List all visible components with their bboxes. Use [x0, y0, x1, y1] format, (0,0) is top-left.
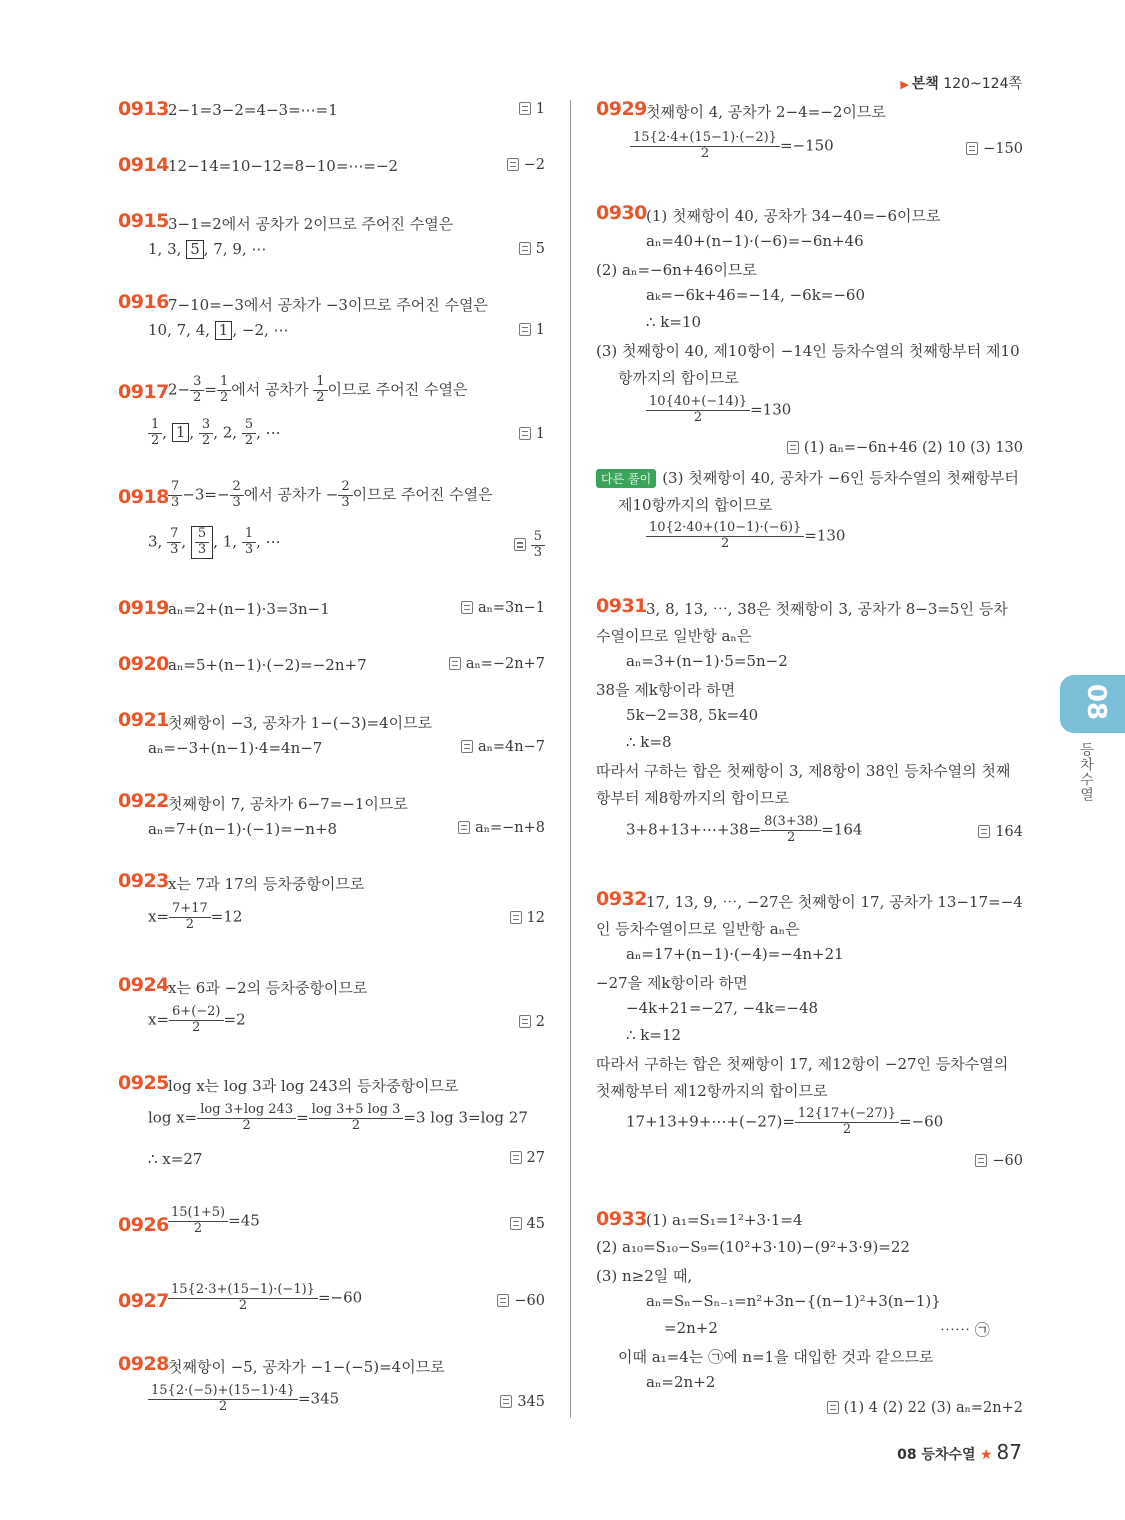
denominator: 2	[193, 389, 202, 405]
solution-line: 2−1=3−2=4−3=⋯=1	[168, 101, 338, 119]
problem-number: 0925	[118, 1072, 169, 1094]
page-footer	[897, 1440, 1022, 1464]
numerator: 15{2·3+(15−1)·(−1)}	[168, 1283, 318, 1299]
text-part: =164	[821, 820, 863, 839]
denominator: 2	[351, 1117, 361, 1133]
answer-box-icon	[978, 825, 990, 838]
answer-box-icon	[966, 142, 978, 155]
answer-value: (1) 4 (2) 22 (3) aₙ=2n+2	[843, 1400, 1023, 1416]
denominator: 2	[693, 409, 703, 425]
answer-box-icon	[497, 1294, 509, 1307]
numerator: 7+17	[169, 902, 211, 918]
numerator: 5	[195, 527, 209, 543]
numerator: 10{40+(−14)}	[646, 395, 750, 411]
denominator: 3	[170, 541, 179, 557]
problem-number: 0916	[118, 291, 169, 313]
answer-box-icon	[519, 102, 531, 115]
solution-line: 3, 8, 13, ⋯, 38은 첫째항이 3, 공차가 8−3=5인 등차	[646, 600, 1008, 618]
solution-line: 첫째항이 −5, 공차가 −1−(−5)=4이므로	[168, 1358, 445, 1376]
denominator: 2	[316, 389, 325, 405]
solution-line: (3) 첫째항이 40, 공차가 −6인 등차수열의 첫째항부터	[662, 469, 1019, 487]
solution-line: 항까지의 합이므로	[618, 369, 739, 387]
fraction	[169, 1005, 223, 1036]
problem-number: 0922	[118, 790, 169, 812]
numerator: 1	[242, 527, 256, 543]
solution-line: ∴ x=27	[148, 1150, 203, 1168]
denominator: 3	[341, 494, 350, 510]
answer-box-icon	[500, 1395, 512, 1408]
numerator: 12{17+(−27)}	[795, 1107, 899, 1123]
answer-value: 5	[535, 241, 545, 257]
text-part: 이므로 주어진 수열은	[327, 380, 468, 399]
text-part: =	[204, 380, 217, 399]
answer	[787, 440, 1023, 456]
sequence-line: $\frac{1}{2}$ , 1 , $\frac{3}{2}$ , 2, $\frac{5}{2}$ , ⋯	[148, 418, 281, 449]
denominator: 2	[185, 916, 195, 932]
text-part: 2−	[168, 380, 191, 399]
text-part: −3=−	[182, 485, 230, 504]
solution-line: 따라서 구하는 합은 첫째항이 3, 제8항이 38인 등차수열의 첫째	[596, 762, 1011, 780]
numerator: 2	[338, 480, 352, 496]
answer	[966, 141, 1023, 157]
answer-box-icon	[827, 1401, 839, 1414]
alternate-solution	[596, 467, 1019, 488]
text-part: =130	[750, 400, 792, 419]
text-part: 3+8+13+⋯+38=	[626, 820, 762, 839]
solution-line: aₙ=3+(n−1)·5=5n−2	[626, 652, 788, 670]
denominator: 2	[151, 432, 160, 448]
solution-line: 수열이므로 일반항 aₙ은	[596, 627, 752, 645]
text-part: 에서 공차가 −	[243, 485, 339, 504]
answer-value: 1	[535, 426, 545, 442]
denominator: 2	[238, 1297, 248, 1313]
answer	[497, 1293, 545, 1309]
answer-value: 27	[526, 1150, 545, 1166]
seq-part: , ⋯	[256, 423, 281, 442]
solution-line: 7−10=−3에서 공차가 −3이므로 주어진 수열은	[168, 296, 488, 314]
boxed-term: 1	[172, 423, 190, 442]
sequence-line	[148, 240, 266, 259]
chapter-tab	[1060, 675, 1125, 733]
text-part: =12	[210, 907, 243, 926]
seq-part: 10, 7, 4,	[148, 321, 211, 339]
answer-value: 45	[526, 1216, 545, 1232]
answer-box-icon	[519, 323, 531, 336]
answer-box-icon	[461, 601, 473, 614]
fraction	[309, 1103, 404, 1134]
solution-line: 첫째항부터 제12항까지의 합이므로	[596, 1082, 828, 1100]
fraction	[197, 1103, 296, 1134]
chapter-tab-label: 등차수열	[1078, 742, 1094, 802]
solution-line: (3) n≥2일 때,	[596, 1267, 693, 1285]
numerator: 6+(−2)	[169, 1005, 223, 1021]
seq-part: , 1,	[213, 532, 238, 551]
fraction	[168, 1206, 228, 1237]
solution-line: aₙ=−3+(n−1)·4=4n−7	[148, 739, 323, 757]
denominator: 3	[232, 494, 241, 510]
numerator: 7	[168, 480, 182, 496]
problem-number: 0928	[118, 1353, 169, 1375]
problem-number: 0930	[596, 202, 647, 224]
seq-part: , ⋯	[256, 532, 281, 551]
numerator: 5	[242, 418, 256, 434]
answer-value: aₙ=−n+8	[475, 820, 545, 836]
answer-box-icon	[510, 911, 522, 924]
answer-value: 164	[995, 824, 1023, 840]
boxed-term: 1	[215, 321, 233, 340]
text-part: =130	[804, 526, 846, 545]
text-part: =2	[223, 1010, 246, 1029]
equation-line	[168, 1206, 260, 1237]
page-header	[900, 73, 1022, 93]
boxed-term	[191, 526, 213, 559]
answer-value: aₙ=3n−1	[477, 600, 545, 616]
numerator: 1	[148, 418, 162, 434]
solution-line: (2) aₙ=−6n+46이므로	[596, 261, 757, 279]
numerator: 7	[167, 527, 181, 543]
answer-value: (1) aₙ=−6n+46 (2) 10 (3) 130	[803, 440, 1023, 456]
fraction	[167, 527, 181, 558]
boxed-term: 5	[186, 240, 204, 259]
equation-line	[168, 1283, 362, 1314]
text-part: log x=	[148, 1108, 198, 1127]
numerator: log 3+5 log 3	[309, 1103, 404, 1119]
sequence-line	[148, 321, 289, 340]
answer	[978, 824, 1023, 840]
solution-line: log x는 log 3과 log 243의 등차중항이므로	[168, 1077, 459, 1095]
problem-number: 0931	[596, 595, 647, 617]
answer	[975, 1153, 1023, 1169]
answer	[458, 820, 545, 836]
solution-line: 3−1=2에서 공차가 2이므로 주어진 수열은	[168, 215, 454, 233]
fraction	[217, 375, 231, 406]
answer	[510, 1216, 545, 1232]
problem-number: 0918	[118, 486, 169, 508]
denominator: 2	[193, 1220, 203, 1236]
text-part: =−60	[899, 1112, 944, 1131]
numerator: 5	[531, 530, 545, 546]
denominator: 2	[219, 389, 229, 405]
fraction	[169, 902, 211, 933]
answer	[519, 426, 545, 442]
alt-solution-badge: 다른 풀이	[596, 469, 656, 488]
text-part: =3 log 3=log 27	[403, 1108, 528, 1127]
footer-chapter: 08 등차수열	[897, 1447, 976, 1463]
fraction	[148, 1384, 298, 1415]
answer-box-icon	[519, 427, 531, 440]
solution-line: aₖ=−6k+46=−14, −6k=−60	[646, 286, 866, 304]
answer-value: 345	[517, 1394, 545, 1410]
seq-part: , −2, ⋯	[232, 321, 289, 339]
denominator: 2	[720, 535, 730, 551]
chapter-tab-number: 08	[1081, 683, 1112, 721]
answer-box-icon	[461, 740, 473, 753]
solution-line: (3) 첫째항이 40, 제10항이 −14인 등차수열의 첫째항부터 제10	[596, 342, 1020, 360]
answer-value: aₙ=4n−7	[477, 739, 545, 755]
fraction	[646, 521, 804, 552]
numerator: 3	[190, 375, 204, 391]
answer-box-icon	[514, 538, 526, 551]
fraction	[242, 527, 256, 558]
answer-box-icon	[510, 1151, 522, 1164]
denominator: 2	[242, 1117, 251, 1133]
solution-line: =2n+2	[664, 1319, 718, 1337]
numerator: log 3+log 243	[197, 1103, 296, 1119]
answer-box-icon	[449, 657, 461, 670]
fraction	[761, 815, 821, 846]
answer	[519, 241, 545, 257]
header-pages: 120~124쪽	[943, 76, 1022, 92]
fraction	[168, 480, 182, 511]
answer-box-icon	[519, 1015, 531, 1028]
problem-number: 0933	[596, 1208, 647, 1230]
numerator: 3	[199, 418, 213, 434]
solution-line: aₙ=17+(n−1)·(−4)=−4n+21	[626, 945, 844, 963]
answer	[519, 1014, 545, 1030]
denominator: 3	[533, 544, 542, 560]
problem-number: 0919	[118, 597, 169, 619]
fraction	[630, 131, 780, 162]
solution-line: x는 7과 17의 등차중항이므로	[168, 875, 365, 893]
answer	[449, 656, 545, 672]
solution-line: aₙ=2n+2	[646, 1373, 716, 1391]
solution-line: 38을 제k항이라 하면	[596, 681, 736, 699]
seq-part: , 7, 9, ⋯	[203, 240, 267, 258]
problem-number: 0914	[118, 154, 169, 176]
answer	[519, 322, 545, 338]
text-part: =−60	[317, 1288, 363, 1307]
solution-line: (1) a₁=S₁=1²+3·1=4	[646, 1211, 803, 1229]
solution-line: 첫째항이 −3, 공차가 1−(−3)=4이므로	[168, 714, 433, 732]
solution-line: ∴ k=12	[626, 1026, 682, 1044]
numerator: 1	[217, 375, 231, 391]
answer	[827, 1400, 1023, 1416]
numerator: 10{2·40+(10−1)·(−6)}	[646, 521, 804, 537]
numerator: 1	[313, 375, 327, 391]
solution-line: ∴ k=10	[646, 313, 702, 331]
answer-box-icon	[787, 441, 799, 454]
answer	[510, 1150, 545, 1166]
answer	[500, 1394, 545, 1410]
answer	[510, 910, 545, 926]
answer-value: −60	[514, 1293, 545, 1309]
numerator: 15(1+5)	[168, 1206, 228, 1222]
problem-number: 0924	[118, 974, 169, 996]
solution-line: 항부터 제8항까지의 합이므로	[596, 789, 789, 807]
text-part: =−150	[779, 136, 834, 155]
answer-box-icon	[975, 1154, 987, 1167]
fraction	[313, 375, 327, 406]
answer-value: aₙ=−2n+7	[465, 656, 545, 672]
problem-number: 0921	[118, 709, 169, 731]
problem-number: 0923	[118, 870, 169, 892]
equation-line	[626, 1107, 943, 1138]
seq-part: 3,	[148, 532, 163, 551]
solution-line: 12−14=10−12=8−10=⋯=−2	[168, 157, 399, 175]
solution-line: aₙ=7+(n−1)·(−1)=−n+8	[148, 820, 338, 838]
answer-value: 1	[535, 101, 545, 117]
solution-line: 첫째항이 4, 공차가 2−4=−2이므로	[646, 103, 886, 121]
problem-number: 0915	[118, 210, 169, 232]
solution-line: aₙ=2+(n−1)·3=3n−1	[168, 600, 330, 618]
text-part: 17+13+9+⋯+(−27)=	[626, 1112, 795, 1131]
answer-value: −2	[523, 157, 545, 173]
equation-line	[148, 1384, 339, 1415]
fraction	[795, 1107, 899, 1138]
equation-line	[148, 1005, 246, 1036]
text-part: =45	[228, 1211, 260, 1230]
numerator: 15{2·(−5)+(15−1)·4}	[148, 1384, 298, 1400]
denominator: 2	[787, 829, 796, 845]
solution-line: aₙ=Sₙ−Sₙ₋₁=n²+3n−{(n−1)²+3(n−1)}	[646, 1292, 941, 1310]
equation-line	[630, 131, 834, 162]
answer-box-icon	[519, 242, 531, 255]
solution-line: aₙ=5+(n−1)·(−2)=−2n+7	[168, 656, 367, 674]
answer	[519, 101, 545, 117]
fraction	[646, 395, 750, 426]
problem-number: 0926	[118, 1214, 169, 1236]
answer-box-icon	[510, 1217, 522, 1230]
denominator: 3	[197, 541, 207, 557]
answer-box-icon	[507, 158, 519, 171]
denominator: 2	[244, 432, 254, 448]
solution-line: 5k−2=38, 5k=40	[626, 706, 759, 724]
solution-line: x는 6과 −2의 등차중항이므로	[168, 979, 368, 997]
text-part: =345	[297, 1389, 340, 1408]
denominator: 2	[192, 1019, 201, 1035]
fraction	[531, 530, 545, 561]
text-part: x=	[148, 907, 170, 926]
answer-box-icon	[458, 821, 470, 834]
answer-value: 12	[526, 910, 545, 926]
equation-line	[646, 395, 791, 426]
numerator: 8(3+38)	[761, 815, 821, 831]
answer	[514, 530, 545, 561]
answer-value: −150	[983, 141, 1023, 157]
solution-line: 이때 a₁=4는 ㉠에 n=1을 대입한 것과 같으므로	[618, 1348, 934, 1366]
equation-line	[626, 815, 862, 846]
denominator: 2	[201, 432, 211, 448]
solution-line: (1) 첫째항이 40, 공차가 34−40=−6이므로	[646, 207, 941, 225]
sequence-line: 3, $\frac{7}{3}$ , $\frac{5}{3}$ , 1, $\frac{1}{3}$ , ⋯	[148, 526, 281, 557]
fraction	[338, 480, 352, 511]
solution-line: 첫째항이 7, 공차가 6−7=−1이므로	[168, 795, 408, 813]
problem-number: 0932	[596, 888, 647, 910]
solution-line: ∴ k=8	[626, 733, 672, 751]
fraction	[148, 418, 162, 449]
answer	[461, 600, 545, 616]
fraction	[242, 418, 256, 449]
header-book: 본책	[911, 76, 939, 92]
equation-line	[148, 1103, 528, 1134]
fraction	[199, 418, 213, 449]
solution-line: 인 등차수열이므로 일반항 aₙ은	[596, 920, 800, 938]
solution-line: (2) a₁₀=S₁₀−S₉=(10²+3·10)−(9²+3·9)=22	[596, 1238, 910, 1256]
denominator: 2	[700, 145, 710, 161]
denominator: 3	[244, 541, 254, 557]
solution-line: −4k+21=−27, −4k=−48	[626, 999, 819, 1017]
solution-line: 17, 13, 9, ⋯, −27은 첫째항이 17, 공차가 13−17=−4	[646, 893, 1023, 911]
equation-line	[646, 521, 845, 552]
problem-number: 0917	[118, 381, 169, 403]
problem-number: 0913	[118, 98, 169, 120]
text-part: =	[296, 1108, 309, 1127]
numerator: 15{2·4+(15−1)·(−2)}	[630, 131, 780, 147]
numerator: 2	[230, 480, 244, 496]
solution-line: aₙ=40+(n−1)·(−6)=−6n+46	[646, 232, 864, 250]
text-part: x=	[148, 1010, 170, 1029]
reference-mark: ⋯⋯ ㉠	[940, 1321, 990, 1339]
triangle-icon: ▶	[900, 78, 909, 91]
denominator: 2	[842, 1121, 852, 1137]
page-number: 87	[996, 1440, 1022, 1464]
fraction	[168, 1283, 318, 1314]
answer-value: 2	[535, 1014, 545, 1030]
column-divider	[570, 100, 571, 1418]
answer-value: −60	[992, 1153, 1023, 1169]
solution-line: 제10항까지의 합이므로	[618, 496, 773, 514]
problem-number: 0920	[118, 653, 169, 675]
solution-line: −27을 제k항이라 하면	[596, 974, 748, 992]
problem-number: 0929	[596, 98, 647, 120]
solution-line: 따라서 구하는 합은 첫째항이 17, 제12항이 −27인 등차수열의	[596, 1055, 1009, 1073]
fraction	[195, 527, 209, 558]
denominator: 3	[171, 494, 180, 510]
answer-value: 1	[535, 322, 545, 338]
text-part: 에서 공차가	[231, 380, 309, 399]
seq-part: 2,	[222, 423, 238, 442]
answer	[461, 739, 545, 755]
fraction	[190, 375, 204, 406]
denominator: 2	[218, 1398, 228, 1414]
seq-part: 1, 3,	[148, 240, 182, 258]
problem-number: 0927	[118, 1290, 169, 1312]
text-part: 이므로 주어진 수열은	[352, 485, 493, 504]
fraction	[230, 480, 244, 511]
equation-line	[148, 902, 242, 933]
solution-line	[168, 375, 468, 406]
solution-line	[168, 480, 493, 511]
answer	[507, 157, 545, 173]
star-icon: ★	[979, 1447, 993, 1463]
